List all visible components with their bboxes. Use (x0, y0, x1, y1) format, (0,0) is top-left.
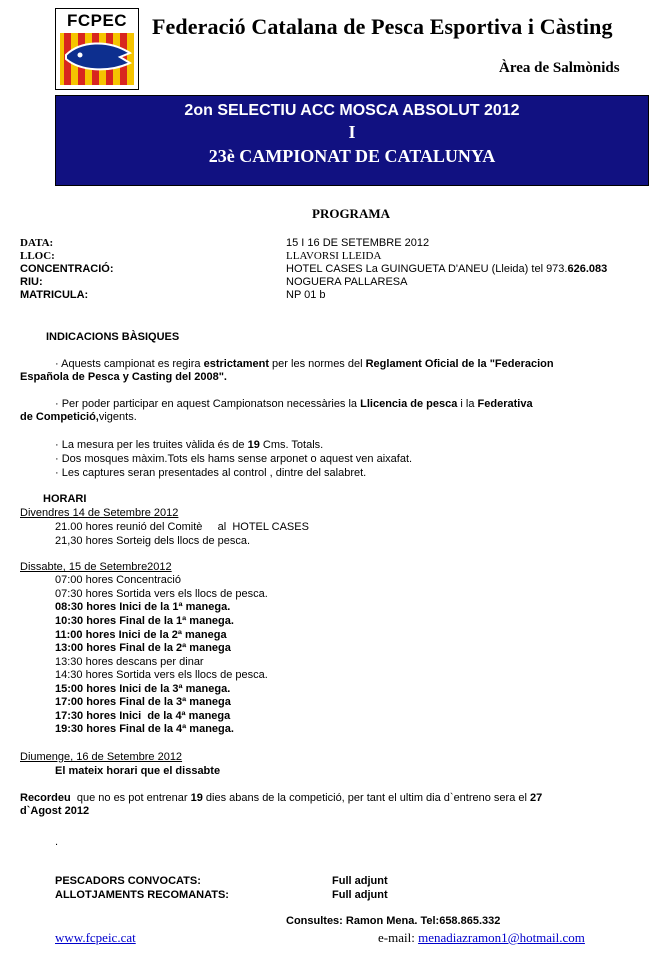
pescadors-label: PESCADORS CONVOCATS: (55, 875, 201, 887)
matricula-label: MATRICULA: (20, 289, 89, 301)
email-line (378, 930, 585, 946)
area-subtitle: Àrea de Salmònids (499, 60, 620, 76)
recordeu-text-d: dies abans de la competició, per tant el ultim dia d`entreno sera el (202, 792, 531, 804)
indicacio-2-line-1 (55, 398, 533, 411)
banner-line-3: 23è CAMPIONAT DE CATALUNYA (208, 146, 496, 166)
fish-emblem-icon (60, 33, 134, 85)
dissabte-item: 15:00 hores Inici de la 3ª manega. (55, 683, 231, 695)
bullet-captures: · Les captures seran presentades al control , dintre del salabret. (55, 467, 367, 479)
allotjaments-label: ALLOTJAMENTS RECOMANATS: (55, 889, 229, 901)
concentracio-value (286, 263, 607, 275)
bullet-mesura-a: · La mesura per les truites vàlida és de (55, 439, 248, 451)
consultes-contact: Consultes: Ramon Mena. Tel:658.865.332 (286, 915, 501, 927)
data-label: DATA: (20, 237, 54, 249)
indicacio-1-line-1 (55, 358, 554, 371)
lloc-label: LLOC: (20, 250, 55, 262)
banner-line-2: I (348, 122, 356, 142)
divendres-item: 21.00 hores reunió del Comitè al HOTEL CASES (55, 521, 309, 533)
data-value: 15 I 16 DE SETEMBRE 2012 (286, 237, 430, 249)
indicacio-2-text-d: Federativa (477, 398, 533, 410)
dissabte-item: 17:00 hores Final de la 3ª manega (55, 696, 231, 708)
indicacio-2-text-e: de Competició, (20, 411, 99, 423)
dissabte-item: 19:30 hores Final de la 4ª manega. (55, 723, 234, 735)
indicacio-2-line-2 (20, 411, 137, 424)
indicacio-1-text-a: · Aquests campionat es regira (55, 358, 204, 370)
recordeu-text-c: 19 (190, 792, 203, 804)
website-link[interactable]: www.fcpeic.cat (55, 930, 136, 945)
dissabte-item: 13:00 hores Final de la 2ª manega (55, 642, 231, 654)
bullet-mesura-b: 19 (247, 439, 260, 451)
divendres-item: 21,30 hores Sorteig dels llocs de pesca. (55, 535, 251, 547)
bullet-mesura-c: Cms. Totals. (259, 439, 324, 451)
dissabte-item: 07:30 hores Sortida vers els llocs de pesca. (55, 588, 268, 600)
indicacio-1-text-b: estrictament (203, 358, 269, 370)
lloc-value: LLAVORSI LLEIDA (286, 250, 382, 262)
recordeu-text-e: 27 (530, 792, 543, 804)
indicacio-1-text-d: Reglament Oficial de la "Federacion (365, 358, 554, 370)
allotjaments-value: Full adjunt (332, 889, 388, 901)
recordeu-text-b: que no es pot entrenar (70, 792, 191, 804)
recordeu-line-2: d`Agost 2012 (20, 805, 90, 817)
horari-title: HORARI (43, 493, 87, 505)
fcpec-logo (55, 8, 139, 90)
pescadors-value: Full adjunt (332, 875, 388, 887)
indicacions-title: INDICACIONS BÀSIQUES (46, 331, 180, 343)
diumenge-note: El mateix horari que el dissabte (55, 765, 221, 777)
divendres-heading: Divendres 14 de Setembre 2012 (20, 507, 179, 519)
event-banner (55, 95, 649, 186)
concentracio-value-text: HOTEL CASES La GUINGUETA D'ANEU (Lleida) tel 973. (286, 263, 568, 275)
riu-label: RIU: (20, 276, 43, 288)
logo-text: FCPEC (66, 11, 128, 30)
diumenge-heading: Diumenge, 16 de Setembre 2012 (20, 751, 183, 763)
email-label: e-mail: (378, 930, 419, 945)
concentracio-phone-bold: 626.083 (567, 263, 608, 275)
concentracio-label: CONCENTRACIÓ: (20, 263, 114, 275)
riu-value: NOGUERA PALLARESA (286, 276, 408, 288)
dissabte-item: 11:00 hores Inici de la 2ª manega (55, 629, 227, 641)
dissabte-item: 08:30 hores Inici de la 1ª manega. (55, 601, 231, 613)
recordeu-text-a: Recordeu (20, 792, 71, 804)
dissabte-item: 07:00 hores Concentració (55, 574, 181, 586)
banner-line-1: 2on SELECTIU ACC MOSCA ABSOLUT 2012 (184, 102, 520, 119)
dissabte-heading: Dissabte, 15 de Setembre2012 (20, 561, 172, 573)
indicacio-1-text-c: per les normes del (269, 358, 366, 370)
indicacio-2-text-a: · Per poder participar en aquest Campionatson necessàries la (55, 398, 361, 410)
email-link[interactable]: menadiazramon1@hotmail.com (418, 930, 585, 945)
federation-title: Federació Catalana de Pesca Esportiva i Càsting (152, 14, 613, 39)
programa-title: PROGRAMA (312, 206, 390, 221)
indicacio-2-text-f: vigents. (98, 411, 137, 423)
dissabte-item: 17:30 hores Inici de la 4ª manega (55, 710, 231, 722)
dissabte-item: 10:30 hores Final de la 1ª manega. (55, 615, 234, 627)
bullet-mosques: · Dos mosques màxim.Tots els hams sense arponet o aquest ven aixafat. (55, 453, 413, 465)
stray-dot: . (55, 836, 59, 848)
indicacio-1-line-2: Española de Pesca y Casting del 2008". (20, 371, 227, 383)
dissabte-item: 13:30 hores descans per dinar (55, 656, 204, 668)
matricula-value: NP 01 b (286, 289, 326, 301)
bullet-mesura (55, 439, 323, 452)
indicacio-2-text-b: Llicencia de pesca (360, 398, 458, 410)
recordeu-line-1 (20, 792, 542, 805)
indicacio-2-text-c: i la (457, 398, 478, 410)
dissabte-item: 14:30 hores Sortida vers els llocs de pesca. (55, 669, 268, 681)
